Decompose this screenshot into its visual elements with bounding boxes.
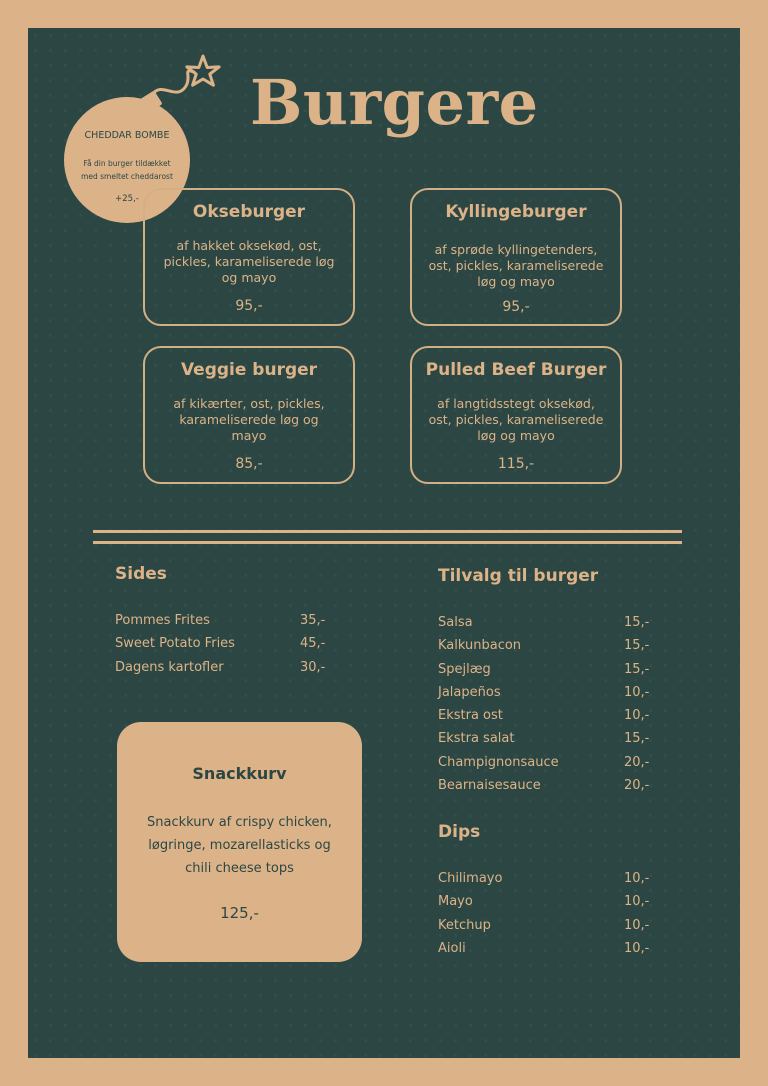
snackkurv-box: [117, 722, 362, 962]
item-price: 35,-: [300, 613, 326, 628]
dips-list: [438, 871, 653, 964]
burger-name: Veggie burger: [180, 360, 318, 380]
item-name: Jalapeños: [438, 684, 501, 700]
item-price: 10,-: [624, 684, 650, 700]
sides-title: Sides: [115, 564, 167, 584]
item-name: Ekstra ost: [438, 708, 503, 724]
burger-name: Okseburger: [192, 202, 306, 222]
divider-line-top: [93, 530, 682, 533]
list-item: [438, 615, 653, 638]
burger-card-kyllingeburger: [410, 188, 622, 326]
promo-description: Få din burger tildækket med smeltet cheddarost: [81, 159, 173, 181]
item-price: 15,-: [624, 615, 650, 630]
burger-card-veggie: [143, 346, 355, 484]
list-item: [438, 871, 653, 894]
item-name: Bearnaisesauce: [438, 778, 541, 794]
item-name: Aioli: [438, 940, 466, 956]
item-name: Chilimayo: [438, 871, 503, 886]
list-item: [438, 685, 653, 708]
list-item: [115, 660, 327, 683]
list-item: [438, 638, 653, 661]
item-price: 10,-: [624, 871, 650, 886]
snackkurv-price: 125,-: [220, 904, 259, 922]
item-price: 20,-: [624, 754, 650, 770]
item-price: 45,-: [300, 636, 326, 652]
item-name: Pommes Frites: [115, 613, 210, 628]
item-name: Mayo: [438, 894, 473, 910]
promo-price: +25,-: [115, 194, 139, 204]
item-name: Sweet Potato Fries: [115, 636, 235, 652]
list-item: [438, 662, 653, 685]
item-price: 15,-: [624, 638, 650, 654]
burger-price: 95,-: [235, 298, 263, 314]
list-item: [115, 613, 327, 636]
divider-line-bottom: [93, 541, 682, 544]
promo-title: CHEDDAR BOMBE: [84, 130, 170, 141]
dips-title: Dips: [438, 822, 481, 842]
item-price: 10,-: [624, 708, 650, 724]
item-price: 15,-: [624, 731, 650, 747]
list-item: [438, 778, 653, 801]
item-name: Ekstra salat: [438, 731, 515, 747]
item-price: 15,-: [624, 661, 650, 677]
item-price: 10,-: [624, 917, 650, 933]
burger-description: af kikærter, ost, pickles, karameliserede løg og mayo: [173, 396, 325, 443]
item-name: Champignonsauce: [438, 754, 559, 770]
burger-card-pulled-beef: [410, 346, 622, 484]
list-item: [438, 731, 653, 754]
item-name: Dagens kartofler: [115, 659, 224, 675]
snackkurv-description: Snackkurv af crispy chicken, løgringe, mozarellasticks og chili cheese tops: [147, 815, 332, 876]
item-price: 10,-: [624, 894, 650, 910]
item-name: Salsa: [438, 615, 473, 630]
toppings-list: [438, 615, 653, 801]
list-item: [438, 918, 653, 941]
snackkurv-title: Snackkurv: [192, 764, 287, 783]
item-name: Kalkunbacon: [438, 638, 522, 654]
item-name: Spejlæg: [438, 661, 491, 677]
item-price: 20,-: [624, 778, 650, 794]
burger-price: 95,-: [502, 299, 530, 315]
burger-price: 115,-: [497, 456, 535, 472]
list-item: [438, 941, 653, 964]
item-price: 30,-: [300, 659, 326, 675]
burger-name: Pulled Beef Burger: [425, 360, 607, 380]
toppings-title: Tilvalg til burger: [438, 566, 599, 586]
list-item: [438, 708, 653, 731]
sides-list: [115, 613, 327, 683]
burger-description: af sprøde kyllingetenders, ost, pickles, karameliserede løg og mayo: [428, 242, 604, 289]
list-item: [438, 894, 653, 917]
burger-description: af hakket oksekød, ost, pickles, karameliserede løg og mayo: [163, 238, 335, 285]
burger-description: af langtidsstegt oksekød, ost, pickles, karameliserede løg og mayo: [428, 396, 604, 443]
list-item: [115, 636, 327, 659]
list-item: [438, 755, 653, 778]
item-price: 10,-: [624, 940, 650, 956]
page-title: Burgere: [250, 66, 539, 139]
burger-price: 85,-: [235, 456, 263, 472]
item-name: Ketchup: [438, 917, 491, 933]
burger-name: Kyllingeburger: [445, 202, 587, 222]
burger-card-okseburger: [143, 188, 355, 326]
